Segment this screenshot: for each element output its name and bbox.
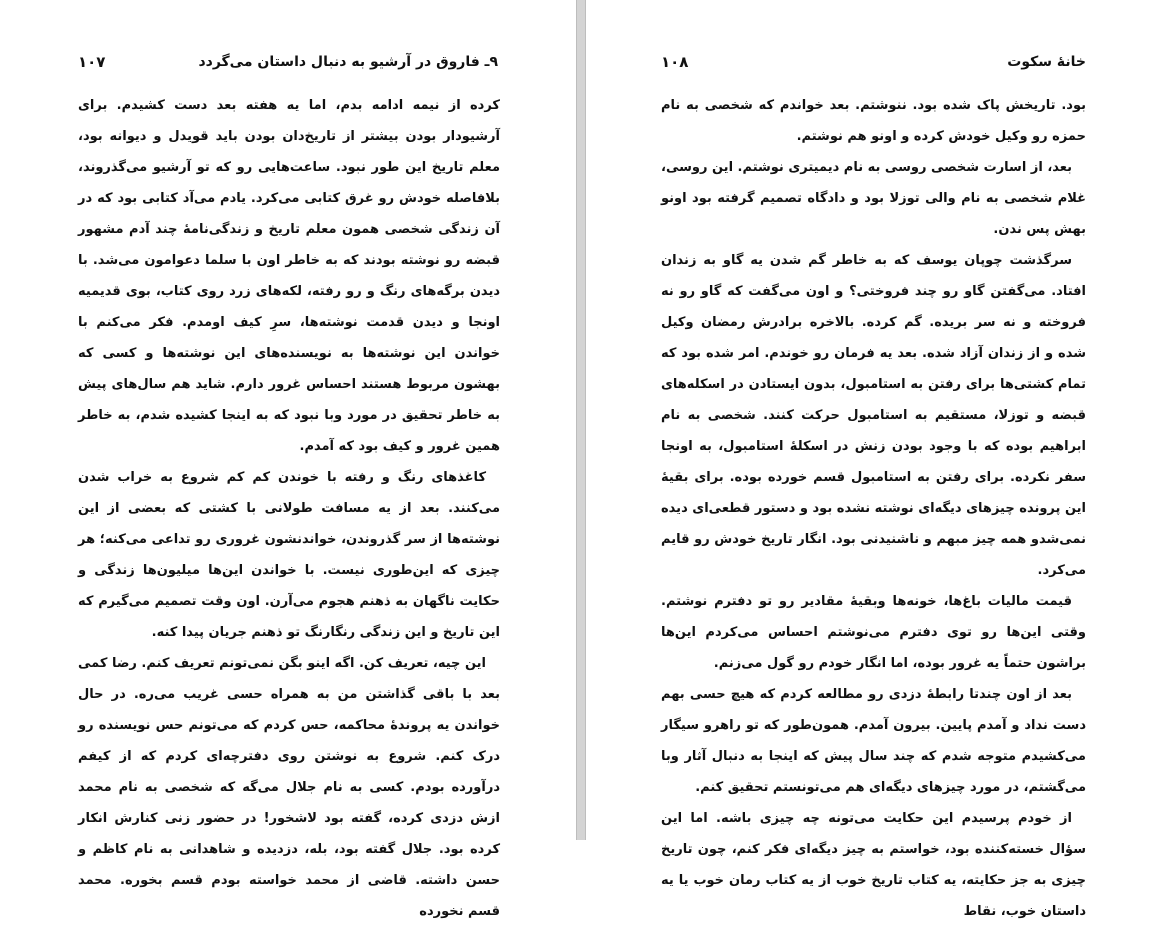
page-number: ۱۰۸ [661, 53, 689, 71]
paragraph: سرگذشت چوپان یوسف که به خاطر گم شدن یه گاو به زندان افتاد. می‌گفتن گاو رو چند فروختی؟ و اون می‌گفت که گاو رو نه فروخته و نه سر بریده. گم کرده. بالاخره برادرش رمضان وکیل شده و از زندان آزاد شده. بعد یه فرمان رو خوندم. امر شده بود که تمام کشتی‌ها برای رفتن به استامبول، بدون ایستادن در اسکله‌های قبضه و توزلا، مستقیم به استامبول حرکت کنند. شخصی به نام ابراهیم بوده که با وجود بودن زنش در اسکلهٔ استامبول، به اونجا سفر نکرده. برای رفتن به استامبول قسم خورده بوده. برای بقیهٔ این پرونده چیزهای دیگه‌ای نوشته نشده بود و دستور قطعی‌ای دیده نمی‌شدو همه چیز مبهم و ناشنیدنی بود. انگار تاریخ خودش رو قایم می‌کرد. [661, 253, 1086, 578]
running-head [78, 50, 498, 74]
right-page [586, 0, 1163, 919]
paragraph: بعد از اون چندتا رابطهٔ دزدی رو مطالعه کردم که هیچ حسی بهم دست نداد و آمدم پایین. بیرون آمدم. همون‌طور که تو راهرو سیگار می‌کشیدم متوجه شدم که چند سال پیش که اینجا به دنبال آثار وبا می‌گشتم، در مورد چیزهای دیگه‌ای هم می‌تونستم تحقیق کنم. [661, 687, 1086, 795]
paragraph: این چیه، تعریف کن. اگه اینو بگن نمی‌تونم تعریف کنم. رضا کمی بعد با باقی گذاشتن من به همراه حسی غریب می‌ره. در حال خواندن یه پروندهٔ محاکمه، حس کردم که می‌تونم حس نویسنده رو درک کنم. شروع به نوشتن روی دفترچه‌ای کردم که از کیفم درآورده بودم. کسی به نام جلال می‌گه که شخصی به نام محمد ازش دزدی کرده، گفته بود لاشخور! در حضور زنی کنارش انکار کرده بود. جلال گفته بود، بله، دزدیده و شاهدانی به نام کاظم و حسن داشته. قاضی از محمد خواسته بودم قسم بخوره. محمد قسم نخورده [78, 656, 500, 919]
running-head [661, 50, 1086, 74]
page-number: ۱۰۷ [78, 53, 106, 71]
left-page [0, 0, 576, 919]
page-gutter [576, 0, 586, 840]
body-text [661, 90, 1086, 927]
paragraph: کاغذهای رنگ و رفته با خوندن کم کم شروع به خراب شدن می‌کنند. بعد از یه مسافت طولانی با کشتی که بعضی از این نوشته‌ها از سر گذروندن، خواندنشون غروری رو تداعی می‌کنه؛ هر چیزی که این‌طوری نیست. با خواندن این‌ها میلیون‌ها زندگی و حکایت ناگهان به ذهنم هجوم می‌آرن. اون وقت تصمیم می‌گیرم که این تاریخ و این زندگی رنگارنگ تو ذهنم جریان پیدا کنه. [78, 470, 500, 640]
running-title: خانهٔ سکوت [1007, 54, 1086, 70]
body-text [78, 90, 500, 927]
paragraph: از خودم پرسیدم این حکایت می‌تونه چه چیزی باشه. اما این سؤال خسته‌کننده بود، خواستم به چیز دیگه‌ای فکر کنم، چون تاریخ چیزی به جز حکایته، یه کتاب تاریخ خوب از یه کتاب رمان خوب یا یه داستان خوب، نقاط [661, 811, 1086, 919]
paragraph: قیمت مالیات باغ‌ها، خونه‌ها وبقیهٔ مقادیر رو تو دفترم نوشتم. وقتی این‌ها رو توی دفترم می‌نوشتم احساس می‌کردم این‌ها براشون حتماً یه غرور بوده، اما انگار خودم رو گول می‌زنم. [661, 594, 1086, 671]
running-title: ۹ـ فاروق در آرشیو به دنبال داستان می‌گردد [198, 54, 498, 70]
paragraph: بود. تاریخش پاک شده بود. ننوشتم. بعد خواندم که شخصی به نام حمزه رو وکیل خودش کرده و اونو هم نوشتم. [661, 98, 1086, 144]
paragraph: کرده از نیمه ادامه بدم، اما یه هفته بعد دست کشیدم. برای آرشیودار بودن بیشتر از تاریخ‌دان بودن باید قویدل و دیوانه بود، معلم تاریخ این طور نبود. ساعت‌هایی رو که تو آرشیو می‌گذروند، بلافاصله خودش رو غرق کتابی می‌کرد. یادم می‌آد کتابی بود که در آن زندگی شخصی همون معلم تاریخ و زندگی‌نامهٔ چند آدم مشهور قبضه رو نوشته بودند که به خاطر اون با سلما دعوامون می‌شد. با دیدن برگه‌های رنگ و رو رفته، لکه‌های زرد روی کتاب، بوی قدیمیه اونجا و دیدن قدمت نوشته‌ها، سرِ کیف اومدم. فکر می‌کنم با خواندن این نوشته‌ها به نویسنده‌های این نوشته‌ها و کسی که بهشون مربوط هستند احساس غرور دارم. شاید هم سال‌های پیش به خاطر تحقیق در مورد وبا نبود که به اینجا کشیده شدم، به خاطر همین غرور و کیف بود که آمدم. [78, 98, 500, 454]
paragraph: بعد، از اسارت شخصی روسی به نام دیمیتری نوشتم. این روسی، غلام شخصی به نام والی توزلا بود و دادگاه تصمیم گرفته بود اونو بهش پس ندن. [661, 160, 1086, 237]
